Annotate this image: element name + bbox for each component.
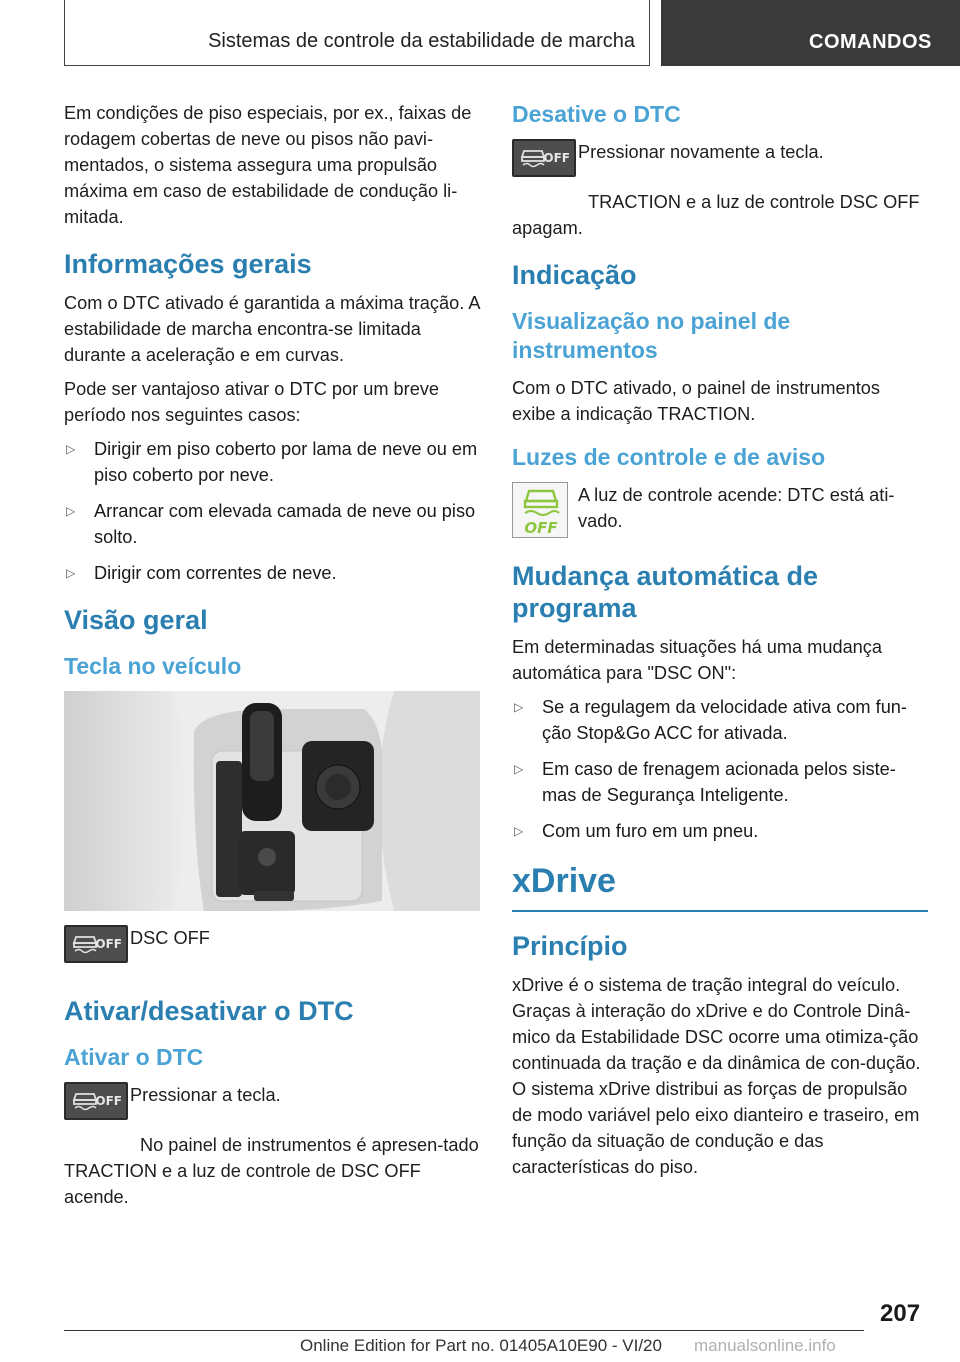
list-item: ▷ Se a regulagem da velocidade ativa com fun-ção Stop&Go ACC for ativada. [512,694,928,746]
footer-edition: Online Edition for Part no. 01405A10E90 - VI/20 [300,1336,662,1355]
skidding-car-icon [520,147,546,169]
triangle-bullet-icon: ▷ [514,824,524,838]
dsc-off-button-icon [64,925,128,963]
triangle-bullet-icon: ▷ [514,700,524,714]
heading-activate: Ativar o DTC [64,1044,204,1070]
dsc-off-label: DSC OFF [130,928,210,948]
center-console-illustration [64,691,480,911]
footer-rule [64,1330,864,1331]
list-item: ▷ Dirigir em piso coberto por lama de neve ou em piso coberto por neve. [64,436,480,488]
dsc-off-button-icon [512,139,576,177]
center-console-photo [64,691,480,911]
triangle-bullet-icon: ▷ [66,442,76,456]
deactivate-result: TRACTION e a luz de controle DSC OFF apagam. [512,192,920,238]
skidding-car-icon [72,933,98,955]
heading-cluster: Visualização no painel de instrumentos [512,308,791,363]
list-item: ▷ Com um furo em um pneu. [512,818,928,844]
heading-deactivate: Desative o DTC [512,101,681,127]
chapter-title: COMANDOS [809,31,932,53]
deactivate-row [512,139,928,191]
page-number: 207 [880,1300,921,1327]
dsc-off-button-icon [64,1082,128,1120]
off-text: OFF [95,937,122,951]
triangle-bullet-icon: ▷ [66,566,76,580]
header-section-box [64,0,650,66]
auto-paragraph: Em determinadas situações há uma mudança automática para "DSC ON": [512,637,883,683]
warning-light-row [512,482,928,542]
section-title: Sistemas de controle da estabilidade de marcha [208,30,635,52]
heading-key: Tecla no veículo [64,653,242,679]
heading-display: Indicação [512,260,637,290]
heading-overview: Visão geral [64,605,208,635]
info-paragraph-2: Pode ser vantajoso ativar o DTC por um breve período nos seguintes casos: [64,379,440,425]
heading-info: Informações gerais [64,249,312,279]
heading-xdrive: xDrive [512,860,928,912]
skidding-car-warning-icon [513,483,569,539]
heading-principle: Princípio [512,931,628,961]
principle-paragraph: xDrive é o sistema de tração integral do veículo. Graças à interação do xDrive e do Controle Dinâ-mico da Estabilidade DSC ocorre uma otimiza-ção continuada da tração e da dinâmica de con-dução. O sistema xDrive distribui as forças de propulsão de modo variável pelo eixo dianteiro e traseiro, em função da situação de condução e das características do piso. [512,975,921,1177]
dsc-key-row [64,925,480,977]
dsc-off-warning-light-icon [512,482,568,538]
header-chapter-tab [661,0,960,66]
info-paragraph-1: Com o DTC ativado é garantida a máxima tração. A estabilidade de marcha encontra-se limitada durante a aceleração e em curvas. [64,293,480,365]
deactivate-step: Pressionar novamente a tecla. [578,142,824,162]
list-item: ▷ Arrancar com elevada camada de neve ou piso solto. [64,498,480,550]
footer-watermark: manualsonline.info [694,1336,836,1355]
heading-toggle: Ativar/desativar o DTC [64,996,354,1026]
left-column [64,100,480,1218]
info-list [64,436,480,586]
list-item: ▷ Em caso de frenagem acionada pelos siste-mas de Segurança Inteligente. [512,756,928,808]
auto-list [512,694,928,844]
intro-paragraph: Em condições de piso especiais, por ex., faixas de rodagem cobertas de neve ou pisos não pavi-mentados, o sistema assegura uma propulsão máxima em caso de estabilidade de condução li-mitada. [64,103,472,227]
triangle-bullet-icon: ▷ [514,762,524,776]
lights-paragraph: A luz de controle acende: DTC está ati-vado. [578,485,895,531]
triangle-bullet-icon: ▷ [66,504,76,518]
activate-row [64,1082,480,1134]
activate-step: Pressionar a tecla. [130,1085,281,1105]
skidding-car-icon [72,1090,98,1112]
off-text: OFF [95,1094,122,1108]
right-column [512,100,928,1188]
list-item: ▷ Dirigir com correntes de neve. [64,560,480,586]
heading-lights: Luzes de controle e de aviso [512,444,826,470]
heading-auto: Mudança automática de programa [512,561,819,623]
cluster-paragraph: Com o DTC ativado, o painel de instrumentos exibe a indicação TRACTION. [512,378,880,424]
off-text: OFF [524,519,558,537]
activate-result: No painel de instrumentos é apresen-tado TRACTION e a luz de controle de DSC OFF acende. [64,1135,479,1207]
off-text: OFF [543,151,570,165]
